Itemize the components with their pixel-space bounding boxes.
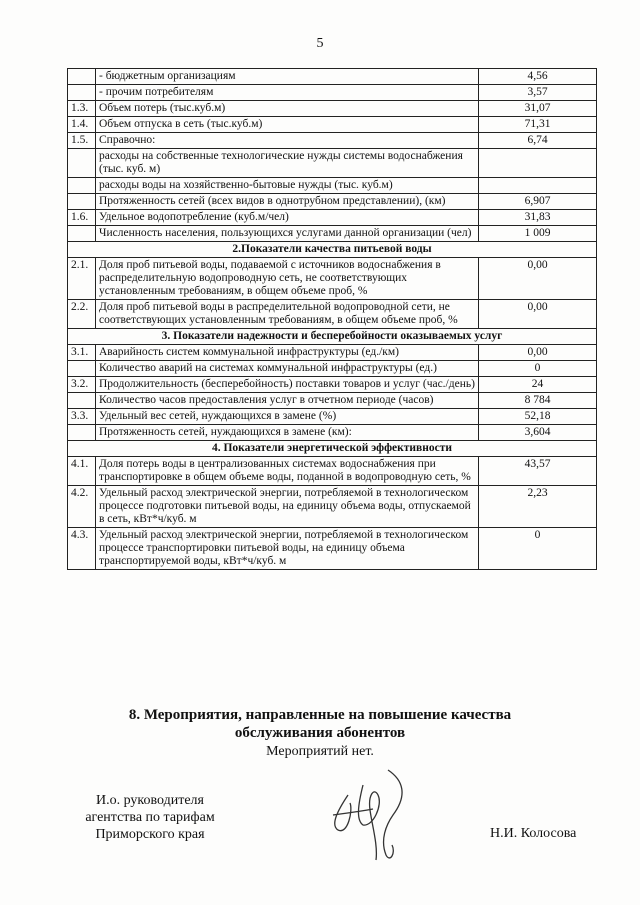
row-number: 2.2. — [68, 300, 96, 329]
row-number: 2.1. — [68, 258, 96, 300]
row-number: 3.1. — [68, 345, 96, 361]
no-measures-text: Мероприятий нет. — [266, 744, 374, 759]
row-text: Удельный расход электрической энергии, потребляемой в технологическом процессе транспортировки питьевой воды, на единицу объема транспортируемой воды, кВт*ч/куб. м — [96, 528, 479, 570]
row-value: 0,00 — [479, 258, 597, 300]
row-value: 6,907 — [479, 194, 597, 210]
row-number: 3.2. — [68, 377, 96, 393]
section-title: 2.Показатели качества питьевой воды — [68, 242, 597, 258]
table-row — [68, 457, 597, 486]
row-value: 3,604 — [479, 425, 597, 441]
signer-title-line3: Приморского края — [95, 827, 205, 842]
table-row — [68, 377, 597, 393]
row-number — [68, 425, 96, 441]
section-title: 3. Показатели надежности и бесперебойности оказываемых услуг — [68, 329, 597, 345]
indicators-table — [67, 68, 597, 570]
row-number: 1.4. — [68, 117, 96, 133]
row-text: Количество аварий на системах коммунальной инфраструктуры (ед.) — [96, 361, 479, 377]
row-number — [68, 393, 96, 409]
row-text: Продолжительность (бесперебойность) поставки товаров и услуг (час./день) — [96, 377, 479, 393]
row-number: 3.3. — [68, 409, 96, 425]
row-value: 71,31 — [479, 117, 597, 133]
table-row — [68, 345, 597, 361]
row-value: 1 009 — [479, 226, 597, 242]
row-number — [68, 69, 96, 85]
row-value: 31,07 — [479, 101, 597, 117]
row-number — [68, 178, 96, 194]
row-text: - бюджетным организациям — [96, 69, 479, 85]
row-text: расходы на собственные технологические нужды системы водоснабжения (тыс. куб. м) — [96, 149, 479, 178]
row-text: Доля потерь воды в централизованных системах водоснабжения при транспортировке в общем объеме воды, поданной в водопроводную сеть, % — [96, 457, 479, 486]
signer-title — [60, 792, 240, 843]
row-text: Удельный расход электрической энергии, потребляемой в технологическом процессе подготовки питьевой воды, на единицу объема воды, отпускаемой в сеть, кВт*ч/куб. м — [96, 486, 479, 528]
signer-title-line2: агентства по тарифам — [85, 810, 215, 825]
row-value: 31,83 — [479, 210, 597, 226]
row-number — [68, 226, 96, 242]
table-row — [68, 149, 597, 178]
row-text: Справочно: — [96, 133, 479, 149]
row-number: 4.1. — [68, 457, 96, 486]
section-header-row — [68, 441, 597, 457]
row-number: 4.3. — [68, 528, 96, 570]
row-value: 3,57 — [479, 85, 597, 101]
table-row — [68, 409, 597, 425]
table-row — [68, 258, 597, 300]
section-8-heading-line2: обслуживания абонентов — [234, 725, 406, 741]
row-number — [68, 149, 96, 178]
page-number: 5 — [316, 36, 324, 51]
row-text: Протяженность сетей (всех видов в однотрубном представлении), (км) — [96, 194, 479, 210]
table-row — [68, 393, 597, 409]
row-number — [68, 361, 96, 377]
table-row — [68, 69, 597, 85]
section-header-row — [68, 329, 597, 345]
row-value: 4,56 — [479, 69, 597, 85]
table-row — [68, 101, 597, 117]
table-row — [68, 178, 597, 194]
section-header-row — [68, 242, 597, 258]
table-row — [68, 226, 597, 242]
row-value: 52,18 — [479, 409, 597, 425]
row-value: 8 784 — [479, 393, 597, 409]
row-value: 24 — [479, 377, 597, 393]
row-value: 43,57 — [479, 457, 597, 486]
row-number — [68, 85, 96, 101]
row-value — [479, 178, 597, 194]
row-text: - прочим потребителям — [96, 85, 479, 101]
row-text: Объем потерь (тыс.куб.м) — [96, 101, 479, 117]
row-value: 0 — [479, 528, 597, 570]
table-row — [68, 85, 597, 101]
handwritten-signature — [308, 765, 438, 875]
signer-title-line1: И.о. руководителя — [95, 793, 204, 808]
table-row — [68, 528, 597, 570]
row-text: Удельный вес сетей, нуждающихся в замене (%) — [96, 409, 479, 425]
row-text: Аварийность систем коммунальной инфраструктуры (ед./км) — [96, 345, 479, 361]
row-text: Удельное водопотребление (куб.м/чел) — [96, 210, 479, 226]
table-row — [68, 425, 597, 441]
row-text: Доля проб питьевой воды в распределительной водопроводной сети, не соответствующих установленным требованиям, в общем объеме проб, % — [96, 300, 479, 329]
row-number: 1.3. — [68, 101, 96, 117]
table-row — [68, 210, 597, 226]
table-row — [68, 194, 597, 210]
row-value: 0,00 — [479, 345, 597, 361]
row-text: Протяженность сетей, нуждающихся в замене (км): — [96, 425, 479, 441]
table-row — [68, 117, 597, 133]
row-text: Количество часов предоставления услуг в отчетном периоде (часов) — [96, 393, 479, 409]
row-text: Доля проб питьевой воды, подаваемой с источников водоснабжения в распределительную водопроводную сеть, не соответствующих установленным требованиям, в общем объеме проб, % — [96, 258, 479, 300]
row-number: 4.2. — [68, 486, 96, 528]
row-number — [68, 194, 96, 210]
row-value: 2,23 — [479, 486, 597, 528]
row-number: 1.6. — [68, 210, 96, 226]
table-row — [68, 133, 597, 149]
row-text: расходы воды на хозяйственно-бытовые нужды (тыс. куб.м) — [96, 178, 479, 194]
row-value: 6,74 — [479, 133, 597, 149]
section-title: 4. Показатели энергетической эффективности — [68, 441, 597, 457]
row-text: Численность населения, пользующихся услугами данной организации (чел) — [96, 226, 479, 242]
row-value — [479, 149, 597, 178]
table-row — [68, 300, 597, 329]
table-row — [68, 486, 597, 528]
section-8-heading — [0, 706, 640, 742]
row-value: 0,00 — [479, 300, 597, 329]
signer-name: Н.И. Колосова — [490, 826, 577, 841]
row-value: 0 — [479, 361, 597, 377]
section-8-heading-line1: 8. Мероприятия, направленные на повышение качества — [128, 707, 512, 723]
table-row — [68, 361, 597, 377]
row-text: Объем отпуска в сеть (тыс.куб.м) — [96, 117, 479, 133]
row-number: 1.5. — [68, 133, 96, 149]
